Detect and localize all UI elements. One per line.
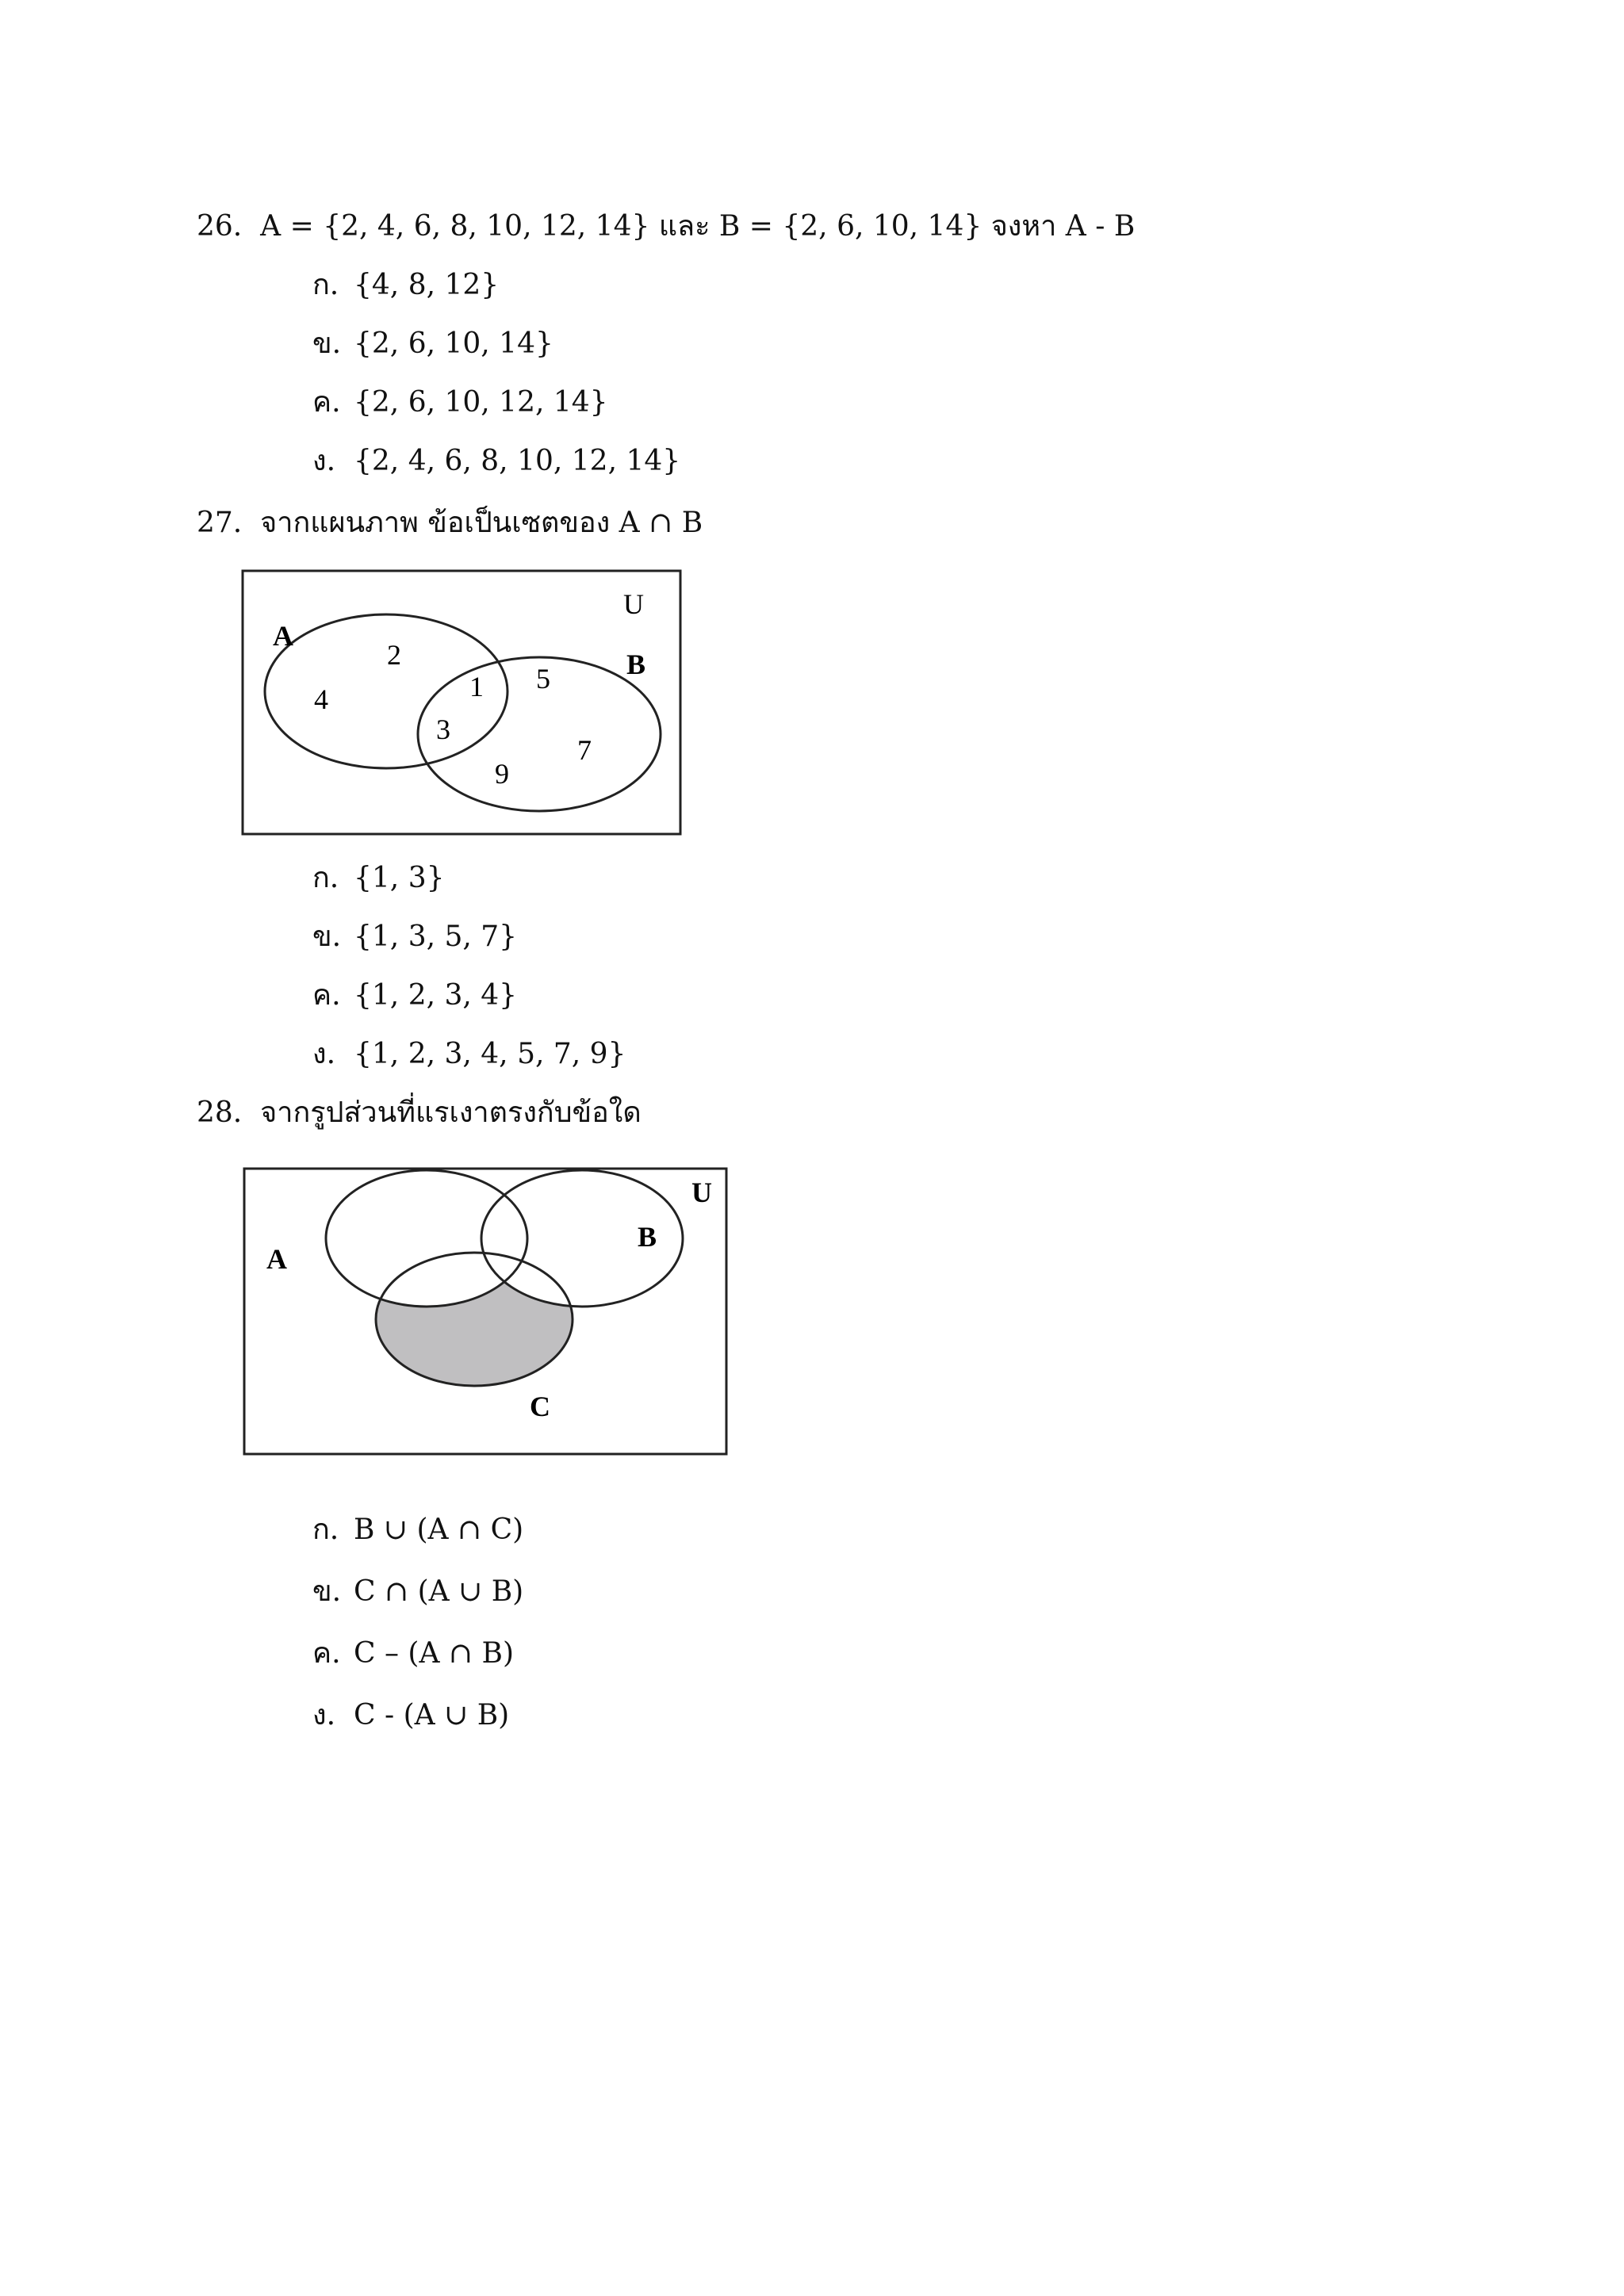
element: 1 [469,671,484,702]
choice-27-a[interactable] [312,861,445,896]
question-text: จากแผนภาพ ข้อเป็นเซตของ A ∩ B [260,507,703,539]
element: 9 [495,758,509,790]
question-26 [197,209,1135,244]
choice-text: C ∩ (A ∪ B) [354,1575,524,1608]
set-c-label: C [530,1391,550,1422]
shaded-region [238,1164,737,1460]
choice-text: C – (A ∩ B) [354,1637,515,1670]
choice-label: ง. [312,1699,336,1732]
element: 7 [577,734,592,766]
choice-28-a[interactable] [312,1513,523,1548]
choice-text: {2, 6, 10, 12, 14} [354,386,608,419]
choice-28-c[interactable] [312,1636,514,1671]
choice-text: {4, 8, 12} [354,269,500,301]
choice-text: B ∪ (A ∩ C) [354,1513,524,1546]
choice-27-d[interactable] [312,1037,626,1072]
venn-diagram-28 [238,1164,737,1460]
universe-label: U [623,588,644,620]
venn-diagram-27 [238,566,690,839]
choice-text: {1, 3, 5, 7} [354,920,518,953]
choice-27-b[interactable] [312,920,517,955]
choice-27-c[interactable] [312,978,517,1013]
question-text: จากรูปส่วนที่แรเงาตรงกับข้อใด [260,1096,642,1129]
choice-label: ง. [312,445,336,477]
element: 4 [314,683,328,715]
choice-label: ข. [312,920,342,953]
choice-26-a[interactable] [312,268,499,303]
choice-label: ค. [312,979,341,1012]
choice-text: {2, 4, 6, 8, 10, 12, 14} [354,445,681,477]
choice-label: ก. [312,1513,339,1546]
element: 2 [387,639,401,671]
question-27 [197,506,703,541]
choice-label: ข. [312,1575,342,1608]
choice-28-d[interactable] [312,1698,509,1733]
element: 5 [536,663,550,695]
element: 3 [436,714,450,745]
choice-label: ง. [312,1038,336,1070]
set-a-label: A [266,1243,287,1275]
choice-text: {1, 2, 3, 4, 5, 7, 9} [354,1038,626,1070]
choice-26-d[interactable] [312,444,680,479]
choice-label: ก. [312,862,339,894]
question-number: 26. [197,210,243,243]
question-28 [197,1096,642,1131]
choice-26-b[interactable] [312,327,553,362]
universe-label: U [691,1177,712,1208]
question-number: 28. [197,1096,243,1129]
set-b-label: B [626,649,646,680]
choice-text: {1, 3} [354,862,445,894]
choice-text: {2, 6, 10, 14} [354,327,553,360]
choice-text: C - (A ∪ B) [354,1699,510,1732]
choice-text: {1, 2, 3, 4} [354,979,518,1012]
choice-label: ค. [312,386,341,419]
set-a-label: A [273,620,293,652]
choice-28-b[interactable] [312,1575,523,1609]
question-number: 27. [197,507,243,539]
question-text: A = {2, 4, 6, 8, 10, 12, 14} และ B = {2, 6, 10, 14} จงหา A - B [260,210,1136,243]
choice-label: ข. [312,327,342,360]
choice-26-c[interactable] [312,385,608,420]
choice-label: ค. [312,1637,341,1670]
choice-label: ก. [312,269,339,301]
set-b-label: B [638,1221,657,1253]
